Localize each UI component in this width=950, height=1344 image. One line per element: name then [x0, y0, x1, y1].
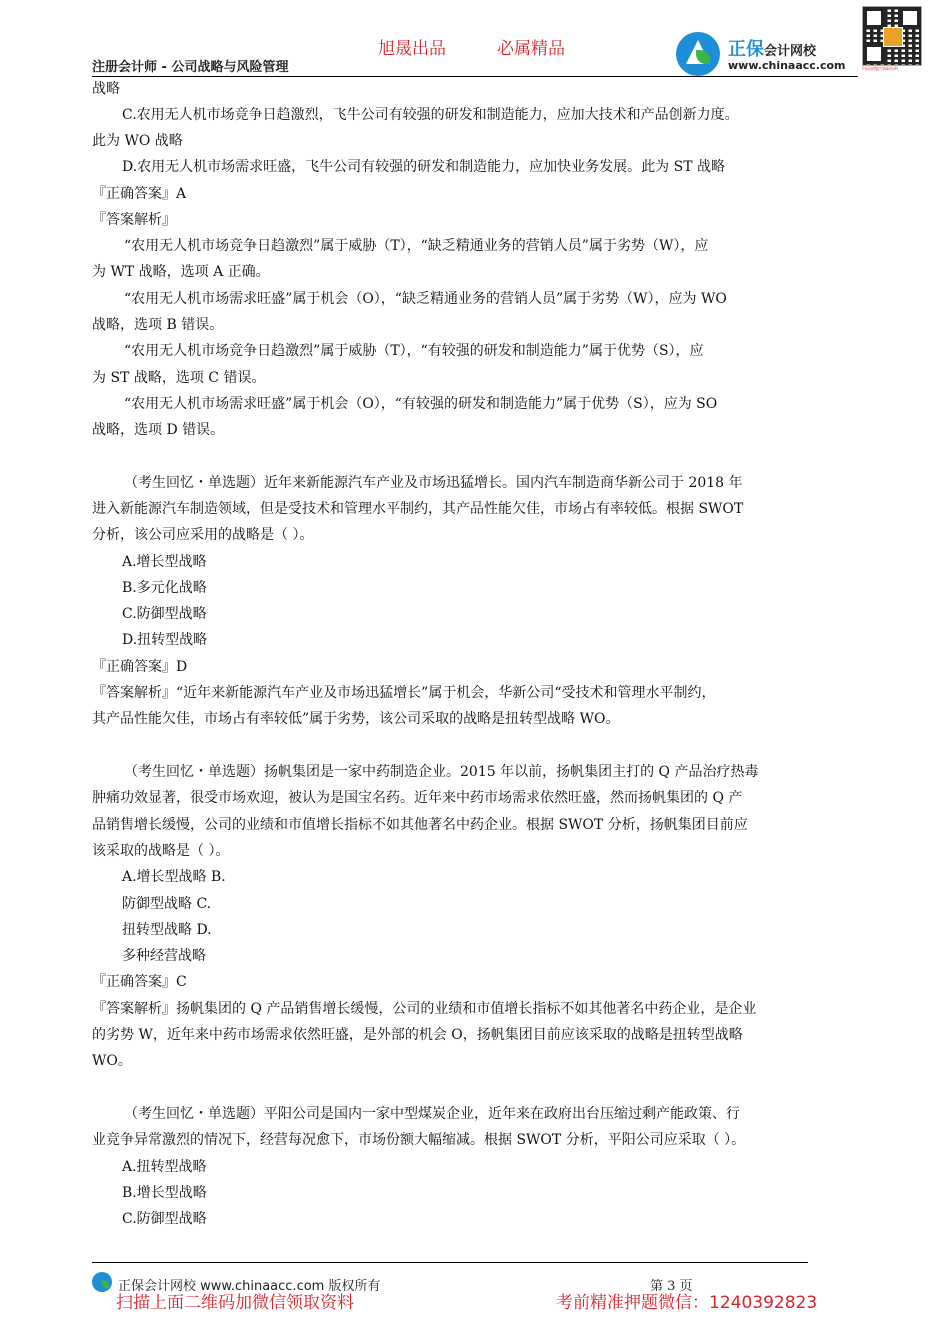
analysis-line: WO。 — [92, 1053, 132, 1069]
option-line: C.防御型战略 — [122, 606, 207, 622]
option-line: A.增长型战略 — [122, 554, 207, 570]
analysis-line: “农用无人机市场竞争日趋激烈”属于威胁（T），“有较强的研发和制造能力”属于优势（S），应 — [124, 343, 704, 359]
option-line: A.增长型战略 B. — [122, 869, 226, 885]
footer-copyright: 正保会计网校 www.chinaacc.com 版权所有 — [118, 1279, 381, 1294]
answer-line: 『正确答案』C — [92, 974, 187, 990]
option-line: 多种经营战略 — [122, 948, 206, 964]
question-line: 品销售增长缓慢，公司的业绩和市值增长指标不如其他著名中药企业。根据 SWOT 分析，扬帆集团目前应 — [92, 817, 748, 833]
question-line: （考生回忆・单选题）平阳公司是国内一家中型煤炭企业，近年来在政府出台压缩过剩产能政策、行 — [124, 1106, 740, 1122]
qr-note: 扫码加微信领取资料 — [862, 66, 898, 71]
analysis-line: 战略，选项 B 错误。 — [92, 317, 224, 333]
qr-code-icon — [862, 6, 922, 66]
option-line: A.扭转型战略 — [122, 1159, 207, 1175]
question-line: 肿痛功效显著，很受市场欢迎，被认为是国宝名药。近年来中药市场需求依然旺盛，然而扬帆集团的 Q 产 — [92, 790, 743, 806]
analysis-line: 的劣势 W，近年来中药市场需求依然旺盛，是外部的机会 O，扬帆集团目前应该采取的战略是扭转型战略 — [92, 1027, 743, 1043]
page-number: 第 3 页 — [650, 1279, 693, 1294]
brand-logo[interactable] — [676, 32, 860, 76]
footer-divider — [92, 1262, 808, 1263]
logo-url: www.chinaacc.com — [728, 59, 846, 72]
analysis-line: 『答案解析』扬帆集团的 Q 产品销售增长缓慢，公司的业绩和市值增长指标不如其他著名中药企业，是企业 — [92, 1001, 757, 1017]
question-line: 业竞争异常激烈的情况下，经营每况愈下，市场份额大幅缩减。根据 SWOT 分析，平阳公司应采取（ ）。 — [92, 1132, 746, 1148]
option-line: D.农用无人机市场需求旺盛，飞牛公司有较强的研发和制造能力，应加快业务发展。此为 ST 战略 — [122, 159, 726, 175]
option-line: D.扭转型战略 — [122, 632, 208, 648]
text-line: 此为 WO 战略 — [92, 133, 183, 149]
answer-line: 『正确答案』D — [92, 659, 188, 675]
option-line: C.防御型战略 — [122, 1211, 207, 1227]
analysis-line: 为 WT 战略，选项 A 正确。 — [92, 264, 270, 280]
option-line: B.增长型战略 — [122, 1185, 207, 1201]
footer-logo-icon — [92, 1272, 112, 1292]
promo-left: 旭晟出品 — [378, 39, 446, 59]
analysis-line: “农用无人机市场需求旺盛”属于机会（O），“缺乏精通业务的营销人员”属于劣势（W），应为 WO — [124, 291, 727, 307]
course-title: 注册会计师 - 公司战略与风险管理 — [92, 60, 289, 75]
logo-icon — [676, 32, 720, 76]
footer-promo-left: 扫描上面二维码加微信领取资料 — [116, 1293, 354, 1313]
analysis-line: “农用无人机市场竞争日趋激烈”属于威胁（T），“缺乏精通业务的营销人员”属于劣势（W），应 — [124, 238, 709, 254]
question-line: （考生回忆・单选题）近年来新能源汽车产业及市场迅猛增长。国内汽车制造商华新公司于 2018 年 — [124, 475, 743, 491]
option-line: 扭转型战略 D. — [122, 922, 212, 938]
analysis-line: 战略，选项 D 错误。 — [92, 422, 225, 438]
option-line: B.多元化战略 — [122, 580, 207, 596]
option-line: 防御型战略 C. — [122, 896, 212, 912]
logo-name: 正保会计网校 — [728, 39, 817, 60]
footer-promo-right: 考前精准押题微信：1240392823 — [556, 1293, 818, 1313]
promo-right: 必属精品 — [497, 39, 565, 59]
question-line: 分析，该公司应采用的战略是（ ）。 — [92, 527, 314, 543]
analysis-line: 『答案解析』“近年来新能源汽车产业及市场迅猛增长”属于机会，华新公司“受技术和管理水平制约， — [92, 685, 716, 701]
analysis-line: “农用无人机市场需求旺盛”属于机会（O），“有较强的研发和制造能力”属于优势（S），应为 SO — [124, 396, 718, 412]
header-divider — [92, 76, 858, 77]
question-line: 进入新能源汽车制造领域，但是受技术和管理水平制约，其产品性能欠佳，市场占有率较低。根据 SWOT — [92, 501, 744, 517]
page-header — [0, 0, 950, 80]
answer-line: 『正确答案』A — [92, 186, 187, 202]
question-line: 该采取的战略是（ ）。 — [92, 843, 230, 859]
text-line: 战略 — [92, 81, 120, 97]
analysis-line: 为 ST 战略，选项 C 错误。 — [92, 370, 266, 386]
analysis-label: 『答案解析』 — [92, 212, 176, 228]
analysis-line: 其产品性能欠佳，市场占有率较低”属于劣势，该公司采取的战略是扭转型战略 WO。 — [92, 711, 620, 727]
question-line: （考生回忆・单选题）扬帆集团是一家中药制造企业。2015 年以前，扬帆集团主打的 Q 产品治疗热毒 — [124, 764, 759, 780]
option-line: C.农用无人机市场竞争日趋激烈，飞牛公司有较强的研发和制造能力，应加大技术和产品创新力度。 — [122, 107, 739, 123]
qr-badge-icon — [883, 27, 903, 47]
